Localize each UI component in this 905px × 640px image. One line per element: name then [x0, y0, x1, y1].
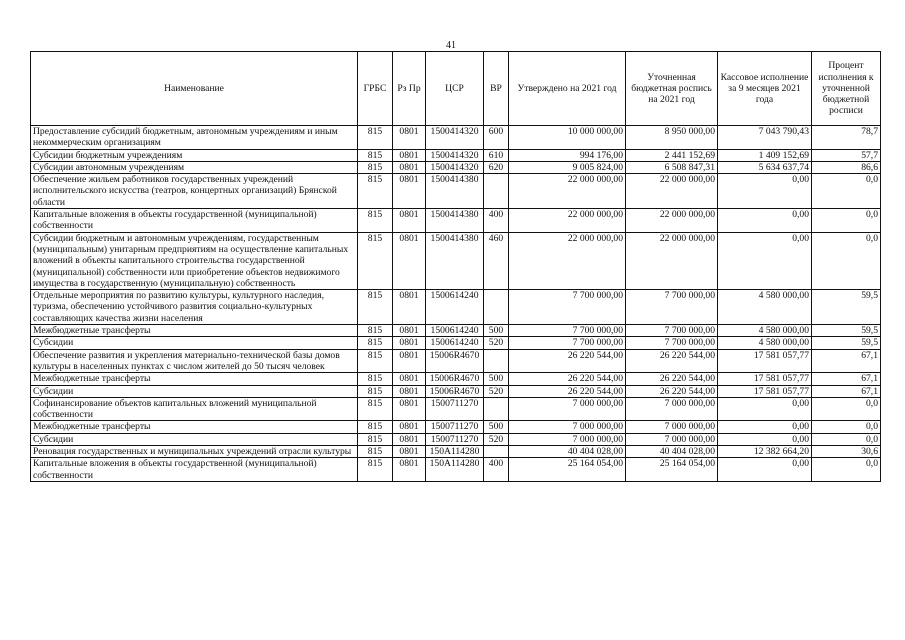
cell-percent: 0,0	[812, 433, 881, 445]
cell-cash: 0,00	[718, 433, 812, 445]
table-row	[31, 161, 881, 173]
cell-grbs: 815	[358, 421, 393, 433]
cell-grbs: 815	[358, 325, 393, 337]
cell-percent: 57,7	[812, 149, 881, 161]
cell-csr: 1500711270	[426, 433, 484, 445]
table-header-row	[31, 52, 881, 126]
cell-name: Субсидии бюджетным учреждениям	[31, 149, 358, 161]
cell-csr: 1500414320	[426, 126, 484, 150]
cell-approved: 26 220 544,00	[509, 385, 626, 397]
cell-rzpr: 0801	[393, 421, 426, 433]
cell-percent: 30,6	[812, 446, 881, 458]
cell-csr: 150A114280	[426, 446, 484, 458]
cell-approved: 22 000 000,00	[509, 232, 626, 289]
cell-refined: 22 000 000,00	[626, 209, 718, 233]
cell-vr: 610	[484, 149, 509, 161]
cell-refined: 26 220 544,00	[626, 349, 718, 373]
cell-approved: 40 404 028,00	[509, 446, 626, 458]
cell-rzpr: 0801	[393, 349, 426, 373]
table-row	[31, 397, 881, 421]
cell-vr: 400	[484, 458, 509, 482]
table-row	[31, 446, 881, 458]
cell-cash: 17 581 057,77	[718, 373, 812, 385]
cell-vr: 600	[484, 126, 509, 150]
cell-csr: 15006R4670	[426, 385, 484, 397]
cell-cash: 0,00	[718, 458, 812, 482]
table-row	[31, 149, 881, 161]
cell-vr	[484, 174, 509, 209]
cell-name: Софинансирование объектов капитальных вложений муниципальной собственности	[31, 397, 358, 421]
column-header-grbs: ГРБС	[358, 52, 393, 126]
cell-name: Субсидии бюджетным и автономным учреждениям, государственным (муниципальным) унитарным предприятиям на осуществление капитальных вложений в объекты капитального строительства государственной (муниципальной) собственности или приобретение объектов недвижимого имущества в государственную (муниципальную) собственность	[31, 232, 358, 289]
cell-csr: 1500614240	[426, 325, 484, 337]
cell-grbs: 815	[358, 161, 393, 173]
cell-percent: 67,1	[812, 385, 881, 397]
table-row	[31, 325, 881, 337]
cell-name: Субсидии	[31, 337, 358, 349]
cell-cash: 12 382 664,20	[718, 446, 812, 458]
cell-cash: 17 581 057,77	[718, 385, 812, 397]
cell-refined: 8 950 000,00	[626, 126, 718, 150]
cell-percent: 0,0	[812, 458, 881, 482]
cell-refined: 26 220 544,00	[626, 373, 718, 385]
cell-percent: 0,0	[812, 232, 881, 289]
cell-refined: 7 700 000,00	[626, 290, 718, 325]
cell-cash: 0,00	[718, 397, 812, 421]
cell-percent: 67,1	[812, 373, 881, 385]
cell-cash: 0,00	[718, 232, 812, 289]
column-header-approved: Утверждено на 2021 год	[509, 52, 626, 126]
table-row	[31, 373, 881, 385]
cell-refined: 6 508 847,31	[626, 161, 718, 173]
cell-rzpr: 0801	[393, 433, 426, 445]
cell-cash: 4 580 000,00	[718, 325, 812, 337]
column-header-cash: Кассовое исполнение за 9 месяцев 2021 года	[718, 52, 812, 126]
cell-approved: 7 000 000,00	[509, 433, 626, 445]
cell-csr: 150A114280	[426, 458, 484, 482]
cell-rzpr: 0801	[393, 397, 426, 421]
cell-csr: 1500711270	[426, 397, 484, 421]
cell-grbs: 815	[358, 290, 393, 325]
cell-vr: 400	[484, 209, 509, 233]
column-header-vr: ВР	[484, 52, 509, 126]
cell-rzpr: 0801	[393, 174, 426, 209]
budget-table	[30, 51, 881, 482]
cell-vr: 500	[484, 421, 509, 433]
cell-grbs: 815	[358, 458, 393, 482]
cell-name: Отдельные мероприятия по развитию культуры, культурного наследия, туризма, обеспечению устойчивого развития социально-культурных составляющих качества жизни населения	[31, 290, 358, 325]
cell-rzpr: 0801	[393, 325, 426, 337]
cell-csr: 1500711270	[426, 421, 484, 433]
cell-csr: 1500414380	[426, 232, 484, 289]
table-body	[31, 126, 881, 482]
cell-grbs: 815	[358, 446, 393, 458]
table-row	[31, 421, 881, 433]
cell-percent: 59,5	[812, 290, 881, 325]
table-row	[31, 385, 881, 397]
cell-refined: 22 000 000,00	[626, 232, 718, 289]
cell-cash: 4 580 000,00	[718, 337, 812, 349]
table-row	[31, 349, 881, 373]
table-row	[31, 290, 881, 325]
cell-vr: 520	[484, 433, 509, 445]
table-row	[31, 458, 881, 482]
cell-refined: 7 000 000,00	[626, 397, 718, 421]
cell-percent: 86,6	[812, 161, 881, 173]
cell-name: Обеспечение жильем работников государственных учреждений исполнительского искусства (театров, концертных организаций) Брянской области	[31, 174, 358, 209]
cell-rzpr: 0801	[393, 337, 426, 349]
cell-csr: 1500414320	[426, 161, 484, 173]
table-row	[31, 174, 881, 209]
cell-name: Обеспечение развития и укрепления материально-технической базы домов культуры в населенных пунктах с числом жителей до 50 тысяч человек	[31, 349, 358, 373]
cell-refined: 7 700 000,00	[626, 337, 718, 349]
cell-rzpr: 0801	[393, 458, 426, 482]
cell-rzpr: 0801	[393, 446, 426, 458]
cell-vr: 620	[484, 161, 509, 173]
cell-rzpr: 0801	[393, 149, 426, 161]
cell-approved: 10 000 000,00	[509, 126, 626, 150]
cell-approved: 22 000 000,00	[509, 174, 626, 209]
cell-vr	[484, 290, 509, 325]
cell-refined: 26 220 544,00	[626, 385, 718, 397]
cell-name: Предоставление субсидий бюджетным, автономным учреждениям и иным некоммерческим организациям	[31, 126, 358, 150]
column-header-refined: Уточненная бюджетная роспись на 2021 год	[626, 52, 718, 126]
cell-percent: 59,5	[812, 325, 881, 337]
cell-percent: 0,0	[812, 421, 881, 433]
cell-cash: 4 580 000,00	[718, 290, 812, 325]
cell-csr: 1500414380	[426, 174, 484, 209]
cell-vr	[484, 397, 509, 421]
cell-cash: 0,00	[718, 174, 812, 209]
cell-cash: 1 409 152,69	[718, 149, 812, 161]
cell-name: Субсидии автономным учреждениям	[31, 161, 358, 173]
cell-percent: 78,7	[812, 126, 881, 150]
cell-approved: 9 005 824,00	[509, 161, 626, 173]
cell-cash: 17 581 057,77	[718, 349, 812, 373]
cell-grbs: 815	[358, 349, 393, 373]
cell-percent: 59,5	[812, 337, 881, 349]
cell-vr: 520	[484, 337, 509, 349]
cell-approved: 25 164 054,00	[509, 458, 626, 482]
cell-rzpr: 0801	[393, 161, 426, 173]
cell-grbs: 815	[358, 232, 393, 289]
cell-name: Межбюджетные трансферты	[31, 373, 358, 385]
cell-csr: 1500414380	[426, 209, 484, 233]
cell-rzpr: 0801	[393, 126, 426, 150]
table-row	[31, 337, 881, 349]
table-row	[31, 126, 881, 150]
cell-percent: 0,0	[812, 209, 881, 233]
cell-rzpr: 0801	[393, 290, 426, 325]
cell-refined: 7 000 000,00	[626, 421, 718, 433]
cell-approved: 7 700 000,00	[509, 290, 626, 325]
cell-approved: 22 000 000,00	[509, 209, 626, 233]
cell-approved: 7 700 000,00	[509, 325, 626, 337]
cell-grbs: 815	[358, 373, 393, 385]
column-header-rzpr: Рз Пр	[393, 52, 426, 126]
cell-grbs: 815	[358, 337, 393, 349]
cell-vr	[484, 349, 509, 373]
cell-refined: 7 000 000,00	[626, 433, 718, 445]
cell-name: Межбюджетные трансферты	[31, 421, 358, 433]
cell-approved: 7 000 000,00	[509, 397, 626, 421]
cell-percent: 0,0	[812, 174, 881, 209]
cell-approved: 7 000 000,00	[509, 421, 626, 433]
cell-grbs: 815	[358, 126, 393, 150]
cell-cash: 0,00	[718, 421, 812, 433]
cell-name: Субсидии	[31, 385, 358, 397]
cell-vr: 500	[484, 325, 509, 337]
column-header-csr: ЦСР	[426, 52, 484, 126]
table-row	[31, 232, 881, 289]
cell-rzpr: 0801	[393, 232, 426, 289]
cell-name: Межбюджетные трансферты	[31, 325, 358, 337]
table-row	[31, 209, 881, 233]
cell-csr: 1500614240	[426, 290, 484, 325]
cell-grbs: 815	[358, 149, 393, 161]
cell-rzpr: 0801	[393, 373, 426, 385]
cell-approved: 7 700 000,00	[509, 337, 626, 349]
cell-grbs: 815	[358, 397, 393, 421]
cell-cash: 7 043 790,43	[718, 126, 812, 150]
cell-vr	[484, 446, 509, 458]
cell-vr: 460	[484, 232, 509, 289]
cell-csr: 15006R4670	[426, 349, 484, 373]
cell-approved: 994 176,00	[509, 149, 626, 161]
cell-rzpr: 0801	[393, 209, 426, 233]
cell-cash: 5 634 637,74	[718, 161, 812, 173]
cell-name: Реновация государственных и муниципальных учреждений отрасли культуры	[31, 446, 358, 458]
cell-refined: 22 000 000,00	[626, 174, 718, 209]
cell-refined: 25 164 054,00	[626, 458, 718, 482]
cell-name: Капитальные вложения в объекты государственной (муниципальной) собственности	[31, 209, 358, 233]
cell-approved: 26 220 544,00	[509, 349, 626, 373]
cell-grbs: 815	[358, 385, 393, 397]
cell-grbs: 815	[358, 433, 393, 445]
cell-grbs: 815	[358, 209, 393, 233]
cell-vr: 520	[484, 385, 509, 397]
cell-percent: 0,0	[812, 397, 881, 421]
cell-refined: 40 404 028,00	[626, 446, 718, 458]
cell-csr: 1500414320	[426, 149, 484, 161]
column-header-percent: Процент исполнения к уточненной бюджетной росписи	[812, 52, 881, 126]
cell-approved: 26 220 544,00	[509, 373, 626, 385]
cell-grbs: 815	[358, 174, 393, 209]
cell-name: Субсидии	[31, 433, 358, 445]
cell-rzpr: 0801	[393, 385, 426, 397]
cell-csr: 1500614240	[426, 337, 484, 349]
cell-refined: 7 700 000,00	[626, 325, 718, 337]
cell-cash: 0,00	[718, 209, 812, 233]
cell-vr: 500	[484, 373, 509, 385]
cell-name: Капитальные вложения в объекты государственной (муниципальной) собственности	[31, 458, 358, 482]
cell-refined: 2 441 152,69	[626, 149, 718, 161]
cell-percent: 67,1	[812, 349, 881, 373]
column-header-name: Наименование	[31, 52, 358, 126]
table-row	[31, 433, 881, 445]
cell-csr: 15006R4670	[426, 373, 484, 385]
page-number: 41	[446, 40, 456, 51]
